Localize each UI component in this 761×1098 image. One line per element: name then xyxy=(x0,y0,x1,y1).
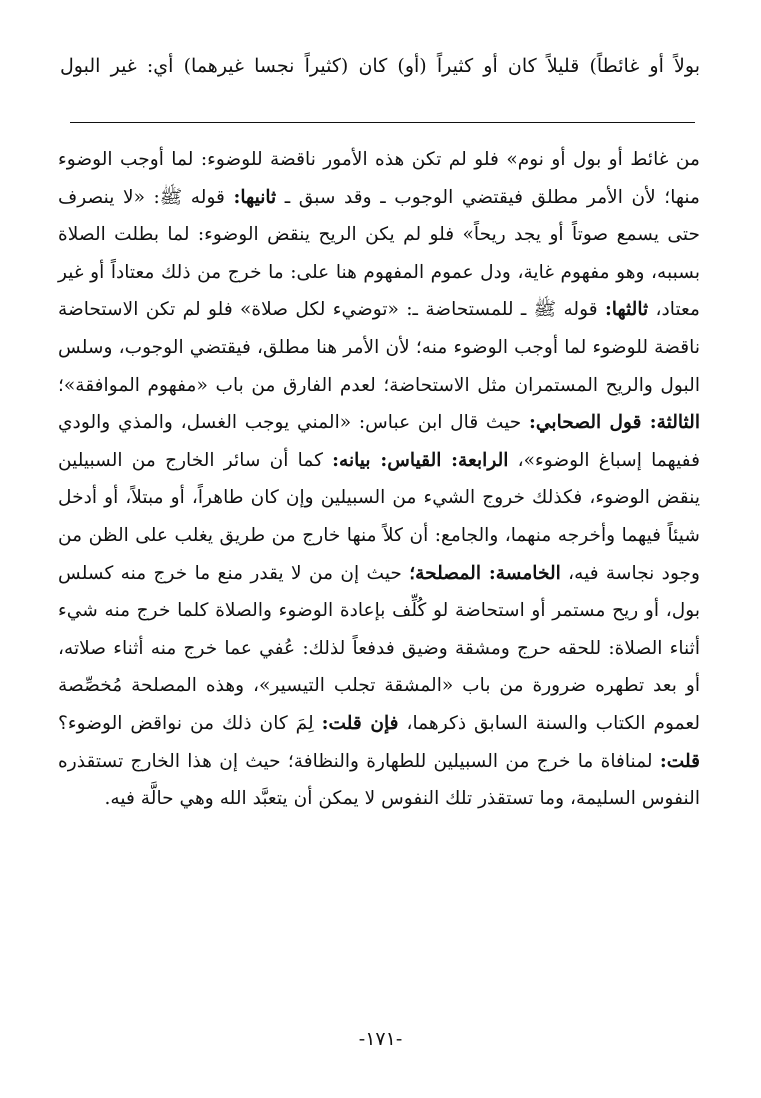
text-segment: لِمَ كان ذلك من نواقض الوضوء؟ xyxy=(58,712,322,734)
text-segment: من غائط أو بول أو نوم» فلو لم تكن هذه الأمور ناقضة للوضوء: لما أوجب الوضوء منها؛ لأن الأمر مطلق فيقتضي الوجوب ـ وقد سبق ـ xyxy=(58,149,701,208)
bold-heading-answer: قلت: xyxy=(659,750,700,772)
page-number: -١٧١- xyxy=(358,1028,403,1050)
text-segment: قوله ﷺ ـ للمستحاضة ـ: «توضيء لكل صلاة» فلو لم تكن الاستحاضة ناقضة للوضوء لما أوجب الوضوء منه؛ لأن الأمر هنا مطلق، فيقتضي الوجوب، وسلس البول والريح المستمران مثل الاستحاضة؛ لعدم الفارق من باب «مفهوم الموافقة»؛ xyxy=(58,299,700,396)
commentary-paragraph xyxy=(58,141,700,818)
text-segment: لمنافاة ما خرج من السبيلين للطهارة والنظافة؛ حيث إن هذا الخارج تستقذره النفوس السليمة، وما تستقذر تلك النفوس لا يمكن أن يتعبَّد الله وهي حالَّة فيه. xyxy=(58,750,700,810)
bold-heading-third: ثالثها: xyxy=(604,299,649,321)
footnote-continuation-line: بولاً أو غائطاً) قليلاً كان أو كثيراً (أو) كان (كثيراً نجسا غيرهما) أي: غير البول xyxy=(60,55,700,77)
text-segment: حيث قال ابن عباس: «المني يوجب الغسل، والمذي والودي ففيهما إسباغ الوضوء»، xyxy=(58,412,700,471)
bold-heading-companion-saying: الثالثة: قول الصحابي: xyxy=(529,412,700,434)
bold-heading-interest: الخامسة: المصلحة؛ xyxy=(409,562,561,584)
section-divider xyxy=(70,122,695,123)
bold-heading-second: ثانيها: xyxy=(233,186,277,208)
bold-heading-question: فإن قلت: xyxy=(321,712,399,734)
text-segment: كما أن سائر الخارج من السبيلين ينقض الوضوء، فكذلك خروج الشيء من السبيلين وإن كان طاهراً، أو مبتلاً، أو أدخل شيئاً فيهما وأخرجه منهما، والجامع: أن كلاً منها خارج من طريق يغلب على الظن من وجود نجاسة فيه، xyxy=(58,449,701,584)
bold-heading-analogy: الرابعة: القياس: بيانه: xyxy=(332,449,509,471)
text-segment: حيث إن من لا يقدر منع ما خرج منه كسلس بول، أو ريح مستمر أو استحاضة لو كُلِّف بإعادة الوضوء والصلاة كلما خرج منه شيء أثناء الصلاة: للحقه حرج ومشقة وضيق فدفعاً لذلك: عُفي عما خرج منه أثناء صلاته، أو بعد تطهره ضرورة من باب «المشقة تجلب التيسير»، وهذه المصلحة مُخصِّصة لعموم الكتاب والسنة السابق ذكرهما، xyxy=(58,562,700,734)
text-segment: قوله ﷺ: «لا ينصرف حتى يسمع صوتاً أو يجد ريحاً» فلو لم يكن الريح ينقض الوضوء: لما بطلت الصلاة بسببه، وهو مفهوم غاية، ودل عموم المفهوم هنا على: ما خرج من ذلك معتاداً أو غير معتاد، xyxy=(58,186,700,321)
